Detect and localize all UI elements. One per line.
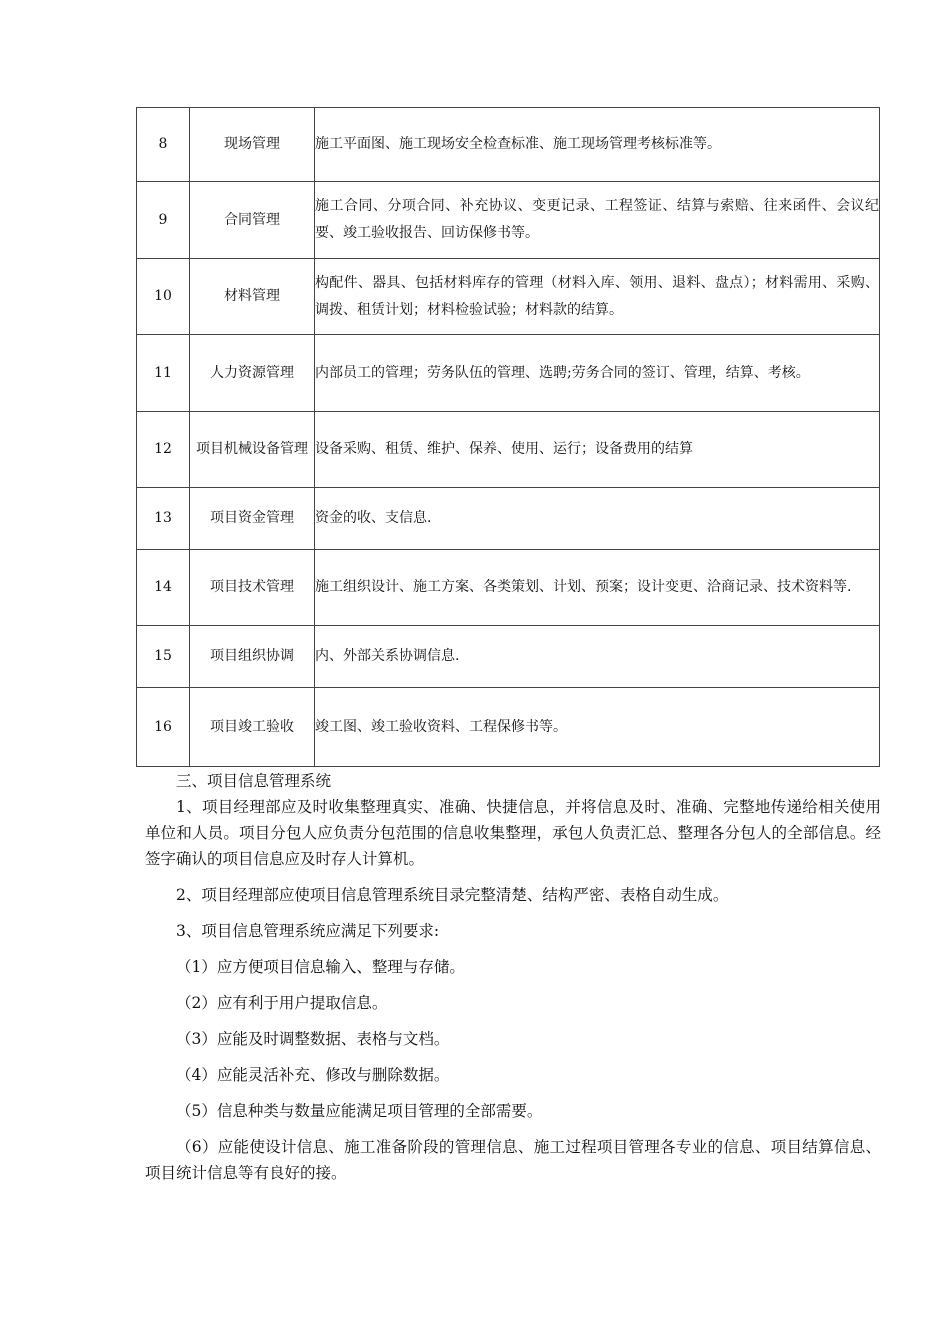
paragraph-3: 3、项目信息管理系统应满足下列要求: [176, 922, 440, 940]
info-category-table [136, 107, 880, 767]
row-number: 9 [137, 182, 190, 259]
table-row [137, 626, 880, 688]
row-category: 项目组织协调 [190, 626, 315, 688]
row-number: 15 [137, 626, 190, 688]
row-category: 项目竣工验收 [190, 688, 315, 767]
row-category: 合同管理 [190, 182, 315, 259]
table-row [137, 488, 880, 550]
row-description: 设备采购、租赁、维护、保养、使用、运行；设备费用的结算 [315, 412, 880, 488]
list-item: （2）应有利于用户提取信息。 [176, 994, 388, 1012]
row-description: 资金的收、支信息. [315, 488, 880, 550]
row-description: 构配件、器具、包括材料库存的管理（材料入库、领用、退料、盘点）；材料需用、采购、调拨、租赁计划；材料检验试验；材料款的结算。 [315, 259, 880, 335]
row-category: 材料管理 [190, 259, 315, 335]
row-description: 内、外部关系协调信息. [315, 626, 880, 688]
table-row [137, 412, 880, 488]
table-row [137, 688, 880, 767]
paragraph-1: 1、项目经理部应及时收集整理真实、准确、快捷信息，并将信息及时、准确、完整地传递给相关使用单位和人员。项目分包人应负责分包范围的信息收集整理，承包人负责汇总、整理各分包人的全部信息。经签字确认的项目信息应及时存人计算机。 [145, 798, 881, 868]
table-row [137, 108, 880, 182]
row-category: 人力资源管理 [190, 335, 315, 412]
table-row [137, 182, 880, 259]
row-description: 施工合同、分项合同、补充协议、变更记录、工程签证、结算与索赔、往来函件、会议纪要、竣工验收报告、回访保修书等。 [315, 182, 880, 259]
row-number: 11 [137, 335, 190, 412]
row-number: 12 [137, 412, 190, 488]
paragraph-2: 2、项目经理部应使项目信息管理系统目录完整清楚、结构严密、表格自动生成。 [176, 886, 729, 904]
row-description: 竣工图、竣工验收资料、工程保修书等。 [315, 688, 880, 767]
row-category: 现场管理 [190, 108, 315, 182]
row-category: 项目技术管理 [190, 550, 315, 626]
row-number: 10 [137, 259, 190, 335]
list-item: （1）应方便项目信息输入、整理与存储。 [176, 958, 465, 976]
row-description: 施工平面图、施工现场安全检查标准、施工现场管理考核标准等。 [315, 108, 880, 182]
row-number: 8 [137, 108, 190, 182]
row-category: 项目机械设备管理 [190, 412, 315, 488]
row-number: 13 [137, 488, 190, 550]
row-category: 项目资金管理 [190, 488, 315, 550]
section-heading: 三、项目信息管理系统 [176, 772, 332, 790]
section-body [145, 768, 881, 1186]
row-description: 内部员工的管理；劳务队伍的管理、选聘;劳务合同的签订、管理，结算、考核。 [315, 335, 880, 412]
row-description: 施工组织设计、施工方案、各类策划、计划、预案；设计变更、洽商记录、技术资料等. [315, 550, 880, 626]
row-number: 14 [137, 550, 190, 626]
table-row [137, 550, 880, 626]
list-item: （5）信息种类与数量应能满足项目管理的全部需要。 [176, 1102, 543, 1120]
table-row [137, 335, 880, 412]
list-item: （3）应能及时调整数据、表格与文档。 [176, 1030, 450, 1048]
row-number: 16 [137, 688, 190, 767]
list-item: （6）应能使设计信息、施工准备阶段的管理信息、施工过程项目管理各专业的信息、项目结算信息、项目统计信息等有良好的接。 [145, 1138, 881, 1182]
table-row [137, 259, 880, 335]
list-item: （4）应能灵活补充、修改与删除数据。 [176, 1066, 450, 1084]
